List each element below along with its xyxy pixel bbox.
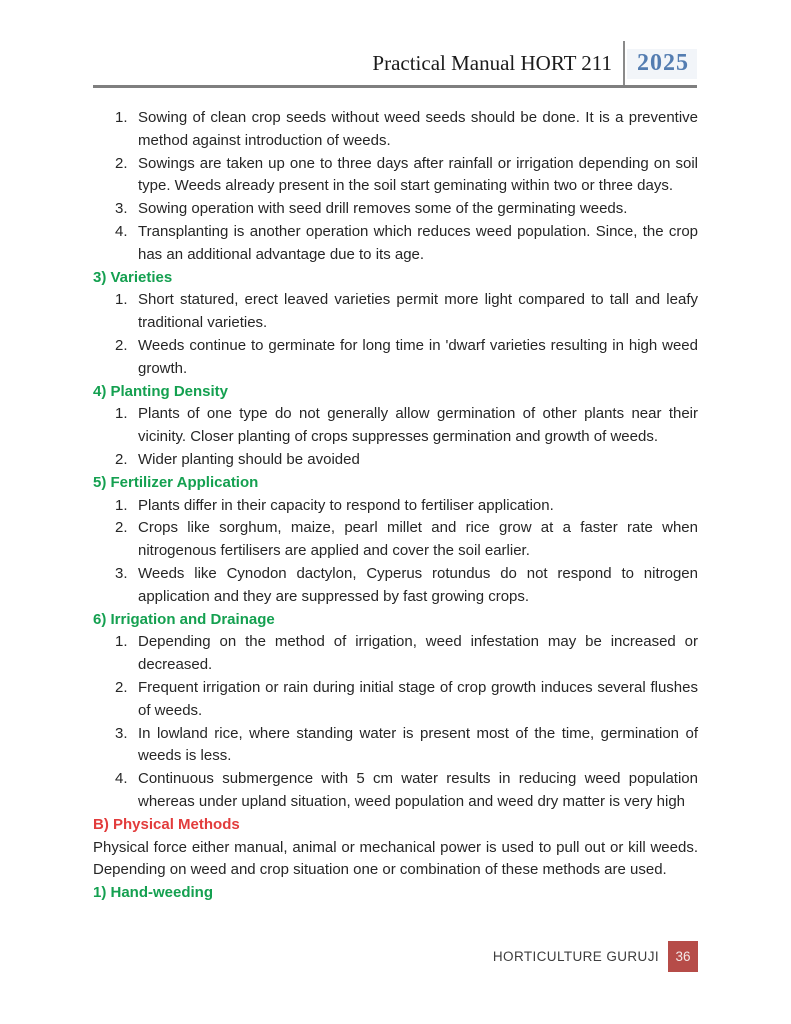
list-item (93, 677, 698, 723)
list-number: 1. (115, 405, 128, 423)
list-number: 1. (115, 633, 128, 651)
list-number: 2. (115, 336, 128, 354)
list-number: 2. (115, 678, 128, 696)
list-item (93, 335, 698, 381)
list-item (93, 723, 698, 769)
list-item-text: In lowland rice, where standing water is present most of the time, germination of weeds is less. (138, 724, 698, 765)
list-number: 2. (115, 154, 128, 172)
section-heading: B) Physical Methods (93, 815, 240, 833)
list-item-text: Short statured, erect leaved varieties permit more light compared to tall and leafy traditional varieties. (138, 291, 698, 332)
list-item-text: Sowings are taken up one to three days after rainfall or irrigation depending on soil type. Weeds already present in the soil start geminating within two or three days. (138, 154, 698, 195)
header-year: 2025 (627, 49, 697, 79)
header-rule (93, 85, 697, 88)
list-number: 4. (115, 770, 128, 788)
list-item-text: Continuous submergence with 5 cm water results in reducing weed population whereas under upland situation, weed population and weed dry matter is very high (138, 770, 698, 810)
list-item (93, 153, 698, 199)
list-item-text: Plants differ in their capacity to respond to fertiliser application. (138, 496, 554, 514)
section-heading: 3) Varieties (93, 268, 173, 286)
list-item-text: Wider planting should be avoided (138, 450, 360, 468)
list-item-text: Transplanting is another operation which reduces weed population. Since, the crop has an additional advantage due to its age. (138, 222, 698, 263)
list-item (93, 517, 698, 563)
content (93, 107, 698, 905)
list-item (93, 403, 698, 449)
list-number: 1. (115, 496, 128, 514)
list-item-text: Sowing operation with seed drill removes some of the germinating weeds. (138, 200, 628, 218)
list-item (93, 768, 698, 814)
footer-brand: HORTICULTURE GURUJI (492, 949, 659, 964)
page-footer (493, 941, 698, 972)
section-heading: 5) Fertilizer Application (93, 473, 259, 491)
list-number: 1. (115, 109, 128, 126)
page-number-badge: 36 (668, 941, 698, 972)
list-number: 3. (115, 200, 128, 218)
header-separator-line (623, 41, 625, 86)
list-number: 3. (115, 724, 128, 742)
section-heading: 6) Irrigation and Drainage (93, 610, 275, 628)
list-number: 2. (115, 450, 128, 468)
list-item (93, 449, 698, 472)
list-item-text: Weeds continue to germinate for long time in 'dwarf varieties resulting in high weed growth. (138, 336, 698, 377)
list-item-text: Plants of one type do not generally allow germination of other plants near their vicinity. Closer planting of crops suppresses germination and growth of weeds. (138, 405, 698, 446)
list-item (93, 631, 698, 677)
list-item (93, 221, 698, 267)
list-item (93, 198, 698, 221)
list-item-text: Crops like sorghum, maize, pearl millet and rice grow at a faster rate when nitrogenous fertilisers are applied and cover the soil earlier. (138, 519, 698, 560)
list-number: 2. (115, 519, 128, 537)
section-heading: 4) Planting Density (93, 382, 229, 400)
header-title: Practical Manual HORT 211 (372, 51, 612, 75)
section-heading: 1) Hand-weeding (93, 884, 214, 902)
list-item-text: Weeds like Cynodon dactylon, Cyperus rotundus do not respond to nitrogen application and they are suppressed by fast growing crops. (138, 564, 698, 605)
list-item (93, 563, 698, 609)
list-number: 1. (115, 291, 128, 309)
list-number: 4. (115, 222, 128, 240)
list-item-text: Sowing of clean crop seeds without weed seeds should be done. It is a preventive method against introduction of weeds. (138, 109, 698, 149)
paragraph: Physical force either manual, animal or mechanical power is used to pull out or kill weeds. Depending on weed and crop situation one or combination of these methods are used. (93, 838, 698, 879)
list-number: 3. (115, 564, 128, 582)
page-header (93, 41, 697, 86)
list-item (93, 495, 698, 518)
list-item-text: Frequent irrigation or rain during initial stage of crop growth induces several flushes of weeds. (138, 678, 698, 719)
list-item (93, 107, 698, 153)
list-item (93, 289, 698, 335)
list-item-text: Depending on the method of irrigation, weed infestation may be increased or decreased. (138, 633, 698, 674)
